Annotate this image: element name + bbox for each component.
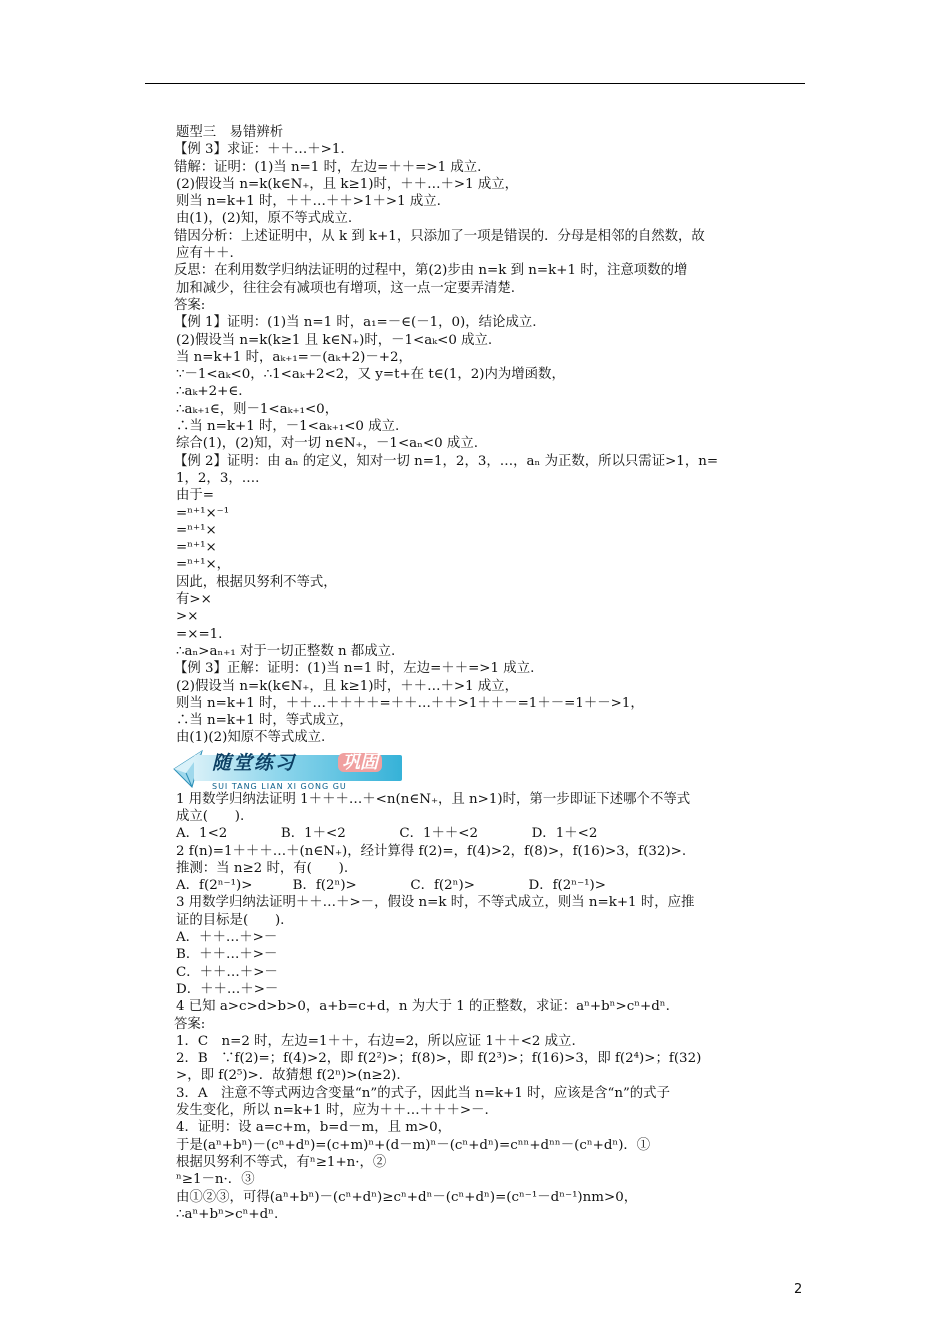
text-line: >× (176, 609, 199, 625)
exercise-line: A．1<2 B．1＋<2 C．1＋＋<2 D．1＋<2 (176, 826, 598, 842)
text-line: 综合(1)，(2)知，对一切 n∈N₊，－1<aₙ<0 成立. (176, 436, 478, 452)
exercise-line: 3．A 注意不等式两边含变量“n”的式子，因此当 n=k+1 时，应该是含“n”的式子 (176, 1085, 670, 1101)
practice-banner (172, 749, 808, 789)
text-line: 错解：证明：(1)当 n=1 时，左边=＋＋=>1 成立. (174, 159, 482, 175)
exercise-line: 2 f(n)=1＋＋＋…＋(n∈N₊)，经计算得 f(2)=，f(4)>2，f(8)>，f(16)>3，f(32)>. (176, 843, 687, 859)
text-line: ∴aₖ+2+∈. (176, 384, 243, 400)
exercise-line: D．＋＋…＋>－ (176, 981, 279, 997)
exercise-line: 2．B ∵f(2)=；f(4)>2，即 f(2²)>；f(8)>，即 f(2³)>；f(16)>3，即 f(2⁴)>；f(32) (176, 1051, 702, 1067)
text-line: =ⁿ⁺¹×， (176, 557, 231, 573)
exercise-line: 1．C n=2 时，左边=1＋＋，右边=2，所以应证 1＋＋<2 成立. (176, 1033, 576, 1049)
exercise-line: 推测：当 n≥2 时，有( ). (176, 860, 349, 876)
document-body (176, 124, 808, 1223)
text-line: =ⁿ⁺¹× (176, 522, 217, 538)
text-line: (2)假设当 n=k(k∈N₊，且 k≥1)时，＋＋…＋>1 成立， (176, 678, 519, 694)
page-number: 2 (794, 1282, 803, 1297)
exercise-line: 发生变化，所以 n=k+1 时，应为＋＋…＋＋＋>－. (176, 1103, 489, 1119)
exercise-line: 根据贝努利不等式，有ⁿ≥1+n·，② (176, 1154, 387, 1170)
text-line: 则当 n=k+1 时，＋＋…＋＋＋＋=＋＋…＋＋>1＋＋－=1＋－=1＋－>1， (176, 695, 644, 711)
text-line: 题型三 易错辨析 (176, 125, 284, 140)
text-line: ∴aₙ>aₙ₊₁ 对于一切正整数 n 都成立. (176, 643, 396, 659)
text-line: 由(1)，(2)知，原不等式成立. (176, 211, 353, 227)
banner-tag: 巩固 (338, 753, 382, 772)
text-line: ∴当 n=k+1 时，等式成立， (176, 713, 353, 729)
exercise-line: A．＋＋…＋>－ (176, 930, 278, 946)
text-line: 答案: (174, 297, 206, 313)
text-line: 【例 3】求证：＋＋…＋>1. (174, 142, 345, 158)
exercise-line: ⁿ≥1－n·．③ (176, 1172, 255, 1188)
exercise-line: C．＋＋…＋>－ (176, 964, 278, 980)
exercise-line: 于是(aⁿ+bⁿ)－(cⁿ+dⁿ)=(c+m)ⁿ+(d－m)ⁿ－(cⁿ+dⁿ)=cⁿⁿ+dⁿⁿ－(cⁿ+dⁿ)．① (176, 1137, 651, 1153)
exercise-line: ∴aⁿ+bⁿ>cⁿ+dⁿ. (176, 1206, 279, 1222)
text-line: 【例 1】证明：(1)当 n=1 时，a₁=－∈(－1，0)，结论成立. (174, 315, 537, 331)
text-line: ∴aₖ₊₁∈，则－1<aₖ₊₁<0， (176, 401, 339, 417)
exercise-line: 4 已知 a>c>d>b>0，a+b=c+d，n 为大于 1 的正整数，求证：aⁿ+bⁿ>cⁿ+dⁿ. (176, 999, 670, 1015)
text-line: 1，2，3，…. (176, 470, 260, 486)
exercises (176, 791, 808, 1223)
text-line: ∴当 n=k+1 时，－1<aₖ₊₁<0 成立. (176, 419, 400, 435)
text-line: 应有＋＋. (176, 246, 234, 262)
text-line: =ⁿ⁺¹×⁻¹ (176, 505, 230, 521)
text-line: 加和减少，往往会有减项也有增项，这一点一定要弄清楚. (176, 280, 516, 296)
text-line: (2)假设当 n=k(k∈N₊，且 k≥1)时，＋＋…＋>1 成立， (176, 176, 519, 192)
exercise-line: 由①②③，可得(aⁿ+bⁿ)－(cⁿ+dⁿ)≥cⁿ+dⁿ－(cⁿ+dⁿ)=(cⁿ⁻¹－dⁿ⁻¹)nm>0， (176, 1189, 638, 1205)
exercise-line: A．f(2ⁿ⁻¹)> B．f(2ⁿ)> C．f(2ⁿ)> D．f(2ⁿ⁻¹)> (176, 878, 606, 894)
text-line: 【例 3】正解：证明：(1)当 n=1 时，左边=＋＋=>1 成立. (174, 661, 535, 677)
exercise-line: 1 用数学归纳法证明 1＋＋＋…＋<n(n∈N₊，且 n>1)时，第一步即证下述哪个不等式 (176, 791, 691, 807)
header-rule (145, 83, 805, 84)
text-line: 反思：在利用数学归纳法证明的过程中，第(2)步由 n=k 到 n=k+1 时，注意项数的增 (174, 263, 688, 279)
text-line: 有>× (176, 592, 212, 608)
exercise-line: 成立( ). (176, 808, 245, 824)
banner-subtitle: SUI TANG LIAN XI GONG GU (212, 781, 347, 791)
text-line: 【例 2】证明：由 aₙ 的定义，知对一切 n=1，2，3，…，aₙ 为正数，所以只需证>1，n= (174, 453, 719, 469)
text-line: 则当 n=k+1 时，＋＋…＋＋>1＋>1 成立. (176, 194, 441, 210)
worked-examples (176, 124, 808, 747)
text-line: 由(1)(2)知原不等式成立. (176, 730, 326, 746)
text-line: =ⁿ⁺¹× (176, 540, 217, 556)
text-line: 错因分析：上述证明中，从 k 到 k+1，只添加了一项是错误的．分母是相邻的自然数，故 (174, 228, 705, 244)
exercise-line: >，即 f(2⁵)>．故猜想 f(2ⁿ)>(n≥2). (176, 1068, 401, 1084)
exercise-line: 3 用数学归纳法证明＋＋…＋>－，假设 n=k 时，不等式成立，则当 n=k+1 时，应推 (176, 895, 695, 911)
text-line: (2)假设当 n=k(k≥1 且 k∈N₊)时，－1<aₖ<0 成立. (176, 332, 493, 348)
exercise-line: 证的目标是( ). (176, 912, 285, 928)
text-line: ∵－1<aₖ<0，∴1<aₖ+2<2，又 y=t+在 t∈(1，2)内为增函数， (176, 367, 565, 383)
exercise-line: 答案: (174, 1016, 206, 1032)
exercise-line: B．＋＋…＋>－ (176, 947, 278, 963)
text-line: =×=1. (176, 626, 223, 642)
text-line: 因此，根据贝努利不等式， (176, 574, 337, 590)
banner-title: 随堂练习 (212, 751, 297, 774)
text-line: 由于= (176, 488, 215, 504)
text-line: 当 n=k+1 时，aₖ₊₁=－(aₖ+2)－+2， (176, 349, 412, 365)
exercise-line: 4．证明：设 a=c+m，b=d－m，且 m>0， (176, 1120, 452, 1136)
